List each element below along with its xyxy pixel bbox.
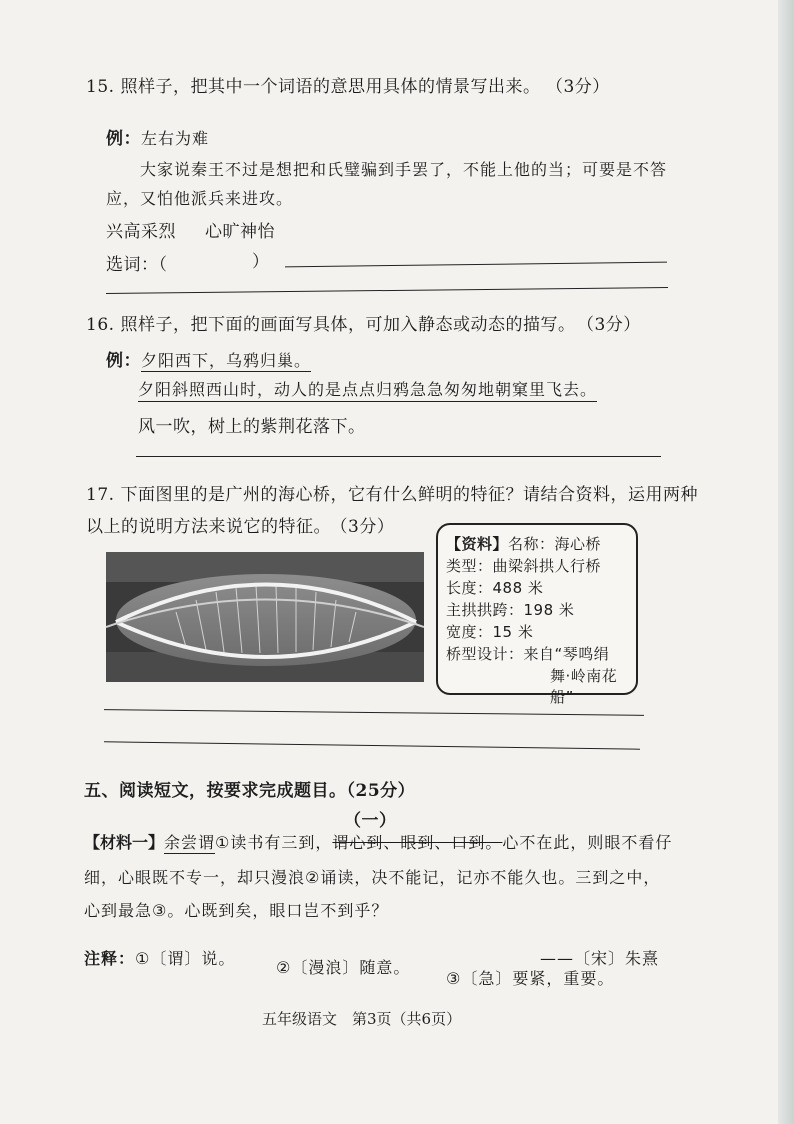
q17-answer-line-1[interactable] bbox=[104, 709, 644, 716]
info-design-2: 舞·岭南花船” bbox=[550, 667, 618, 706]
section5-title: 五、阅读短文，按要求完成题目。（25分） bbox=[84, 781, 416, 801]
q16-answer-line[interactable] bbox=[136, 456, 661, 457]
q15-answer-line-1[interactable] bbox=[285, 262, 667, 268]
info-design-1: 桥型设计：来自“琴鸣绢 bbox=[446, 645, 610, 663]
q17-title-2: 以上的说明方法来说它的特征。 （3分） bbox=[86, 517, 395, 537]
q16-title: 16. 照样子，把下面的画面写具体，可加入静态或动态的描写。 （3分） bbox=[86, 315, 641, 335]
note-2: ②〔漫浪〕随意。 bbox=[276, 958, 411, 977]
info-span: 主拱拱跨：198 米 bbox=[446, 601, 575, 619]
q16-prompt: 风一吹，树上的紫荆花落下。 bbox=[138, 417, 366, 437]
info-name: 【资料】名称：海心桥 bbox=[446, 535, 602, 553]
q17-title-1: 17. 下面图里的是广州的海心桥，它有什么鲜明的特征？请结合资料，运用两种 bbox=[86, 485, 698, 505]
info-width: 宽度：15 米 bbox=[446, 623, 534, 641]
section5-subtitle: （一） bbox=[344, 811, 397, 831]
q15-example-text-2: 应，又怕他派兵来进攻。 bbox=[106, 189, 294, 208]
haixin-bridge-photo bbox=[106, 552, 424, 682]
q15-example-text-1: 大家说秦王不过是想把和氏璧骗到手罢了，不能上他的当；可要是不答 bbox=[140, 160, 668, 179]
bridge-info-box bbox=[436, 523, 638, 706]
page-footer: 五年级语文 第3页（共6页） bbox=[262, 1010, 462, 1028]
q15-choose-close: ） bbox=[252, 252, 270, 272]
q16-example: 例：夕阳西下，乌鸦归巢。 bbox=[106, 351, 312, 371]
notes-author: ——〔宋〕朱熹 bbox=[540, 949, 660, 968]
note-3: ③〔急〕要紧，重要。 bbox=[446, 969, 615, 988]
q17-answer-line-2[interactable] bbox=[104, 741, 640, 749]
info-length: 长度：488 米 bbox=[446, 579, 544, 597]
q15-title: 15. 照样子，把其中一个词语的意思用具体的情景写出来。 （3分） bbox=[86, 77, 610, 97]
q15-example: 例：左右为难 bbox=[106, 129, 210, 149]
q15-choose-label: 选词：（ bbox=[106, 255, 168, 275]
q16-example-long: 夕阳斜照西山时，动人的是点点归鸦急急匆匆地朝窠里飞去。 bbox=[138, 377, 597, 402]
info-type: 类型：曲梁斜拱人行桥 bbox=[446, 557, 602, 575]
q15-answer-line-2[interactable] bbox=[106, 287, 668, 294]
q15-word-2: 心旷神怡 bbox=[205, 222, 275, 242]
material1-line-3: 心到最急③。心既到矣，眼口岂不到乎？ bbox=[84, 901, 389, 920]
material1-line-1: 【材料一】余尝谓①读书有三到，谓心到、眼到、口到。心不在此，则眼不看仔 bbox=[84, 833, 673, 852]
notes-row-1: 注释：①〔谓〕说。 bbox=[84, 949, 236, 968]
q15-word-1: 兴高采烈 bbox=[106, 222, 176, 242]
material1-line-2: 细，心眼既不专一，却只漫浪②诵读，决不能记，记亦不能久也。三到之中， bbox=[84, 868, 661, 887]
page-edge bbox=[778, 0, 794, 1124]
